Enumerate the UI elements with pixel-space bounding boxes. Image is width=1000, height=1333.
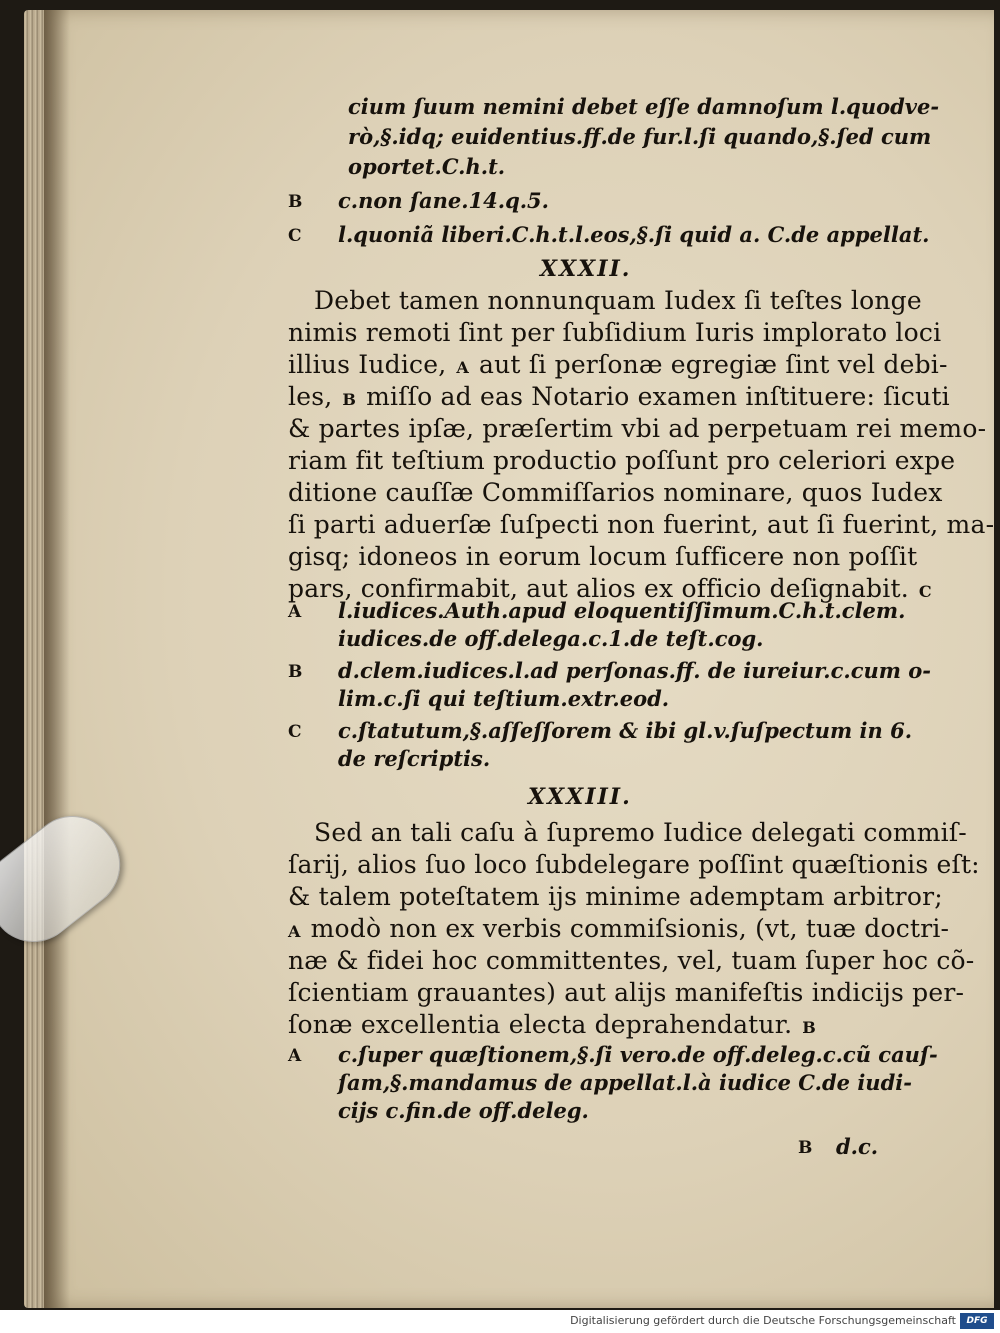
note-33-a-line-1: c.ſuper quæſtionem,§.ſi vero.de off.deleg.c.cũ cauſ- [338, 1042, 938, 1067]
top-note-line-3: oportet.C.h.t. [348, 154, 506, 179]
note-32-marker-b: B [288, 662, 303, 682]
note-33-a-line-2: ſam,§.mandamus de appellat.l.à iudice C.de iudi- [338, 1070, 912, 1095]
footer-bar [0, 1310, 1000, 1333]
note-33-a-line-3: cijs c.fin.de off.deleg. [338, 1098, 589, 1123]
note-c-text: l.quoniã liberi.C.h.t.l.eos,§.ſi quid a. C.de appellat. [338, 222, 930, 247]
para-33-line-3: & talem poteſtatem ijs minime ademptam arbitror; [288, 882, 943, 911]
para-33-line-5: næ & fidei hoc committentes, vel, tuam ſuper hoc cõ- [288, 946, 975, 975]
para-33-line-4 [288, 914, 949, 943]
inline-marker-b: B [342, 390, 357, 409]
dfg-logo: DFG [960, 1313, 994, 1329]
para-33-line-4-text: modò non ex verbis commiſsionis, (vt, tuæ doctri- [310, 914, 950, 943]
para-33-line-7 [288, 1010, 826, 1039]
para-33-line-7-text: ſonæ excellentia electa deprahendatur. [288, 1010, 793, 1039]
para-32-line-3-start: illius Iudice, [288, 350, 447, 379]
section-heading-32: XXXII. [540, 256, 632, 282]
note-b-text: c.non ſane.14.q.5. [338, 188, 549, 213]
funding-credit: Digitalisierung gefördert durch die Deutsche Forschungsgemeinschaft [570, 1314, 956, 1327]
para-32-line-1: Debet tamen nonnunquam Iudex ſi teſtes longe [314, 286, 922, 315]
note-32-a-line-1: l.iudices.Auth.apud eloquentiſſimum.C.h.t.clem. [338, 598, 906, 623]
para-32-line-4 [288, 382, 950, 411]
note-33-marker-a: A [288, 1046, 302, 1066]
note-marker-c: C [288, 226, 302, 246]
catchword-marker: B [798, 1138, 813, 1158]
para-32-line-8: ſi parti aduerſæ ſuſpecti non fuerint, aut ſi fuerint, ma- [288, 510, 995, 539]
section-heading-33: XXXIII. [528, 784, 632, 810]
note-32-a-line-2: iudices.de off.delega.c.1.de teſt.cog. [338, 626, 764, 651]
top-note-line-2: rò,§.idq; euidentius.ff.de fur.l.ſi quando,§.ſed cum [348, 124, 932, 149]
para-33-line-6: ſcientiam grauantes) aut alijs manifeſtis indicijs per- [288, 978, 965, 1007]
top-note-line-1: cium ſuum nemini debet eſſe damnoſum l.quodve- [348, 94, 940, 119]
para-32-line-4-end: miſſo ad eas Notario examen inſtituere: ſicuti [366, 382, 950, 411]
para-32-line-9: gisq; idoneos in eorum locum ſufficere non poſſit [288, 542, 918, 571]
note-32-marker-a: A [288, 602, 302, 622]
para-32-line-3-end: aut ſi perſonæ egregiæ ſint vel debi- [479, 350, 948, 379]
note-marker-b: B [288, 192, 303, 212]
para-33-line-2: ſarij, alios ſuo loco ſubdelegare poſſint quæſtionis eſt: [288, 850, 980, 879]
para-32-line-4-start: les, [288, 382, 333, 411]
inline-marker-a: A [456, 358, 470, 377]
para-32-line-3 [288, 350, 948, 379]
inline-marker-a-33: A [288, 922, 301, 941]
page-gutter-shadow [44, 10, 70, 1308]
inline-marker-b-33: B [802, 1018, 817, 1037]
note-32-c-line-1: c.ſtatutum,§.aſſeſſorem & ibi gl.v.ſuſpectum in 6. [338, 718, 913, 743]
para-33-line-1: Sed an tali caſu à ſupremo Iudice delegati commiſ- [314, 818, 967, 847]
para-32-line-2: nimis remoti ſint per ſubſidium Iuris implorato loci [288, 318, 942, 347]
catchword-text: d.c. [836, 1134, 879, 1159]
para-32-line-7: ditione cauſſæ Commiſſarios nominare, quos Iudex [288, 478, 943, 507]
para-32-line-6: riam fit teſtium productio poſſunt pro celeriori expe [288, 446, 956, 475]
para-32-line-10-text: pars, confirmabit, aut alios ex officio deſignabit. [288, 574, 909, 603]
note-32-b-line-1: d.clem.iudices.l.ad perſonas.ff. de iureiur.c.cum o- [338, 658, 932, 683]
note-32-b-line-2: lim.c.ſi qui teſtium.extr.eod. [338, 686, 670, 711]
note-32-c-line-2: de reſcriptis. [338, 746, 491, 771]
inline-marker-c: C [918, 582, 932, 601]
para-32-line-5: & partes ipſæ, præſertim vbi ad perpetuam rei memo- [288, 414, 987, 443]
note-32-marker-c: C [288, 722, 302, 742]
